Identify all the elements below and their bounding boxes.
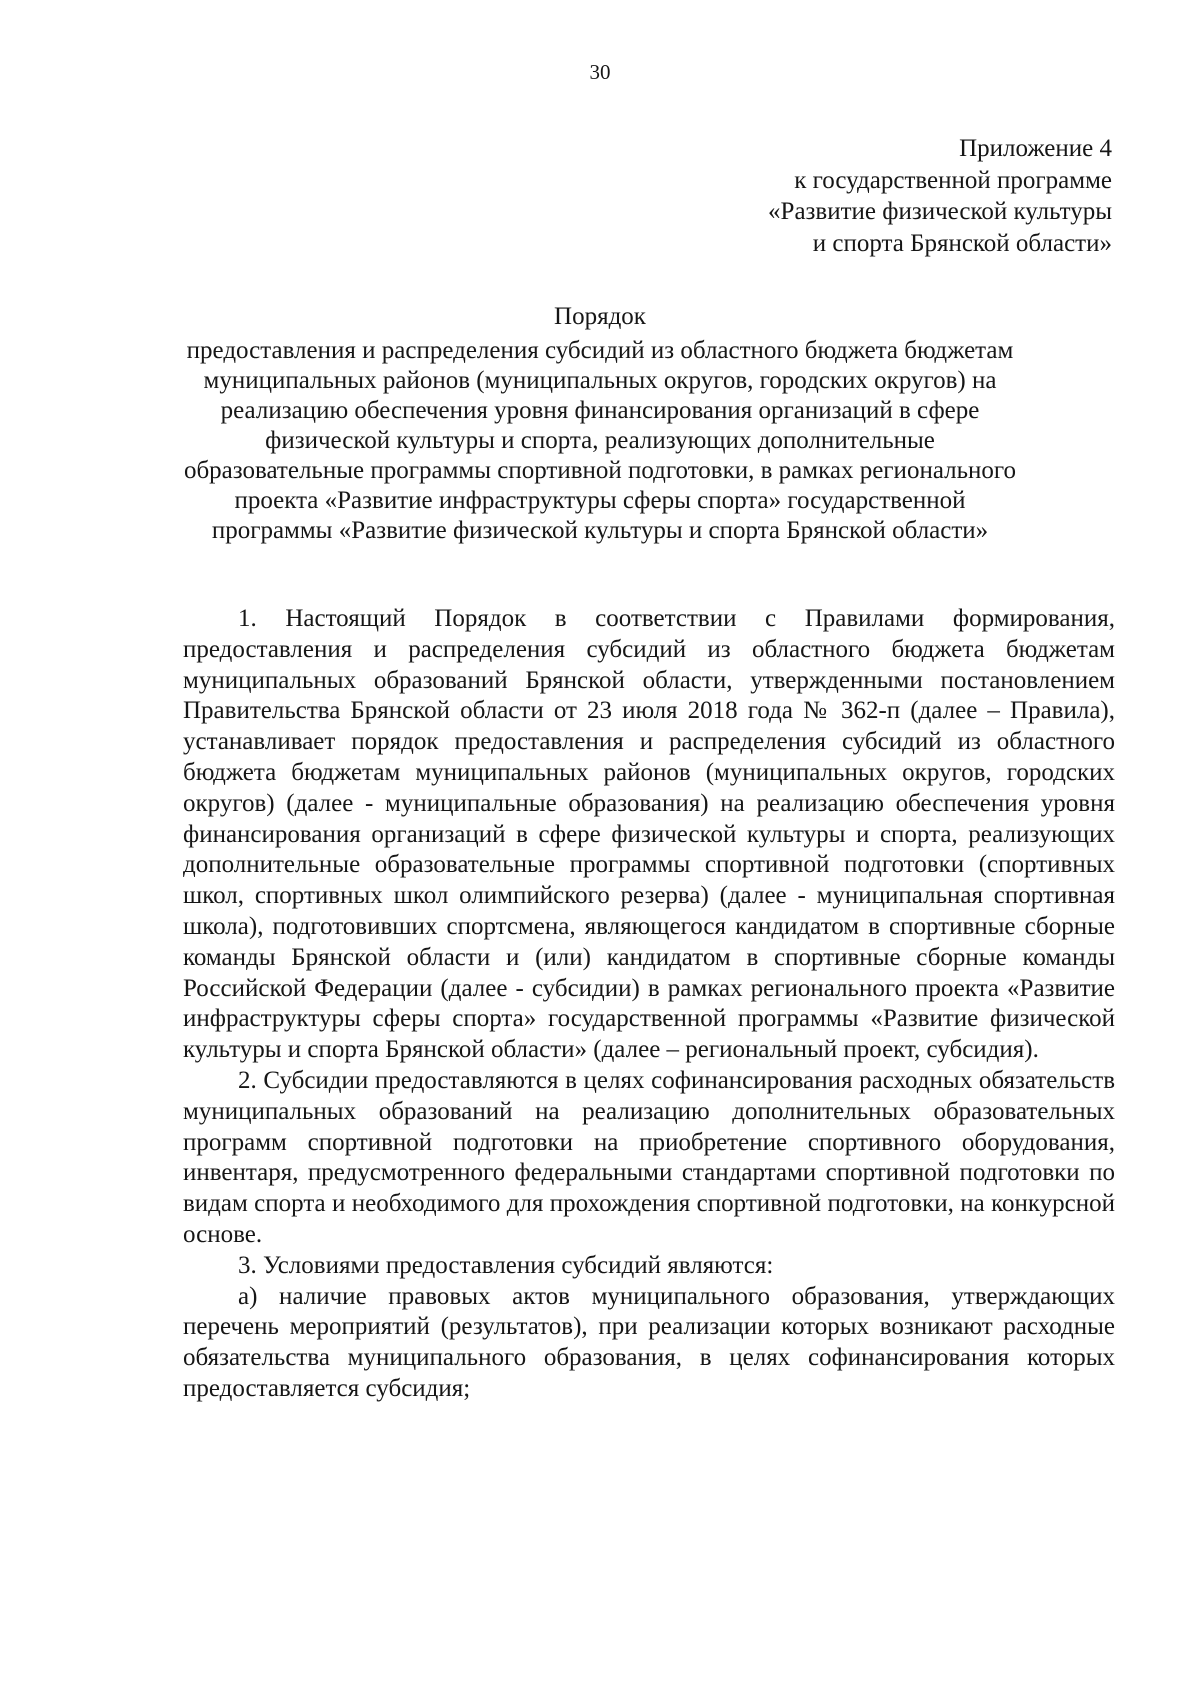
appendix-line: и спорта Брянской области»	[812, 229, 1112, 257]
paragraph-1: 1. Настоящий Порядок в соответствии с Правилами формирования, предоставления и распределения субсидий из областного бюджета бюджетам муниципальных образований Брянской области, утвержденными постановлением Правительства Брянской области от 23 июля 2018 года № 362-п (далее – Правила), устанавливает порядок предоставления и распределения субсидий из областного бюджета бюджетам муниципальных районов (муниципальных округов, городских округов) (далее - муниципальные образования) на реализацию обеспечения уровня финансирования организаций в сфере физической культуры и спорта, реализующих дополнительные образовательные программы спортивной подготовки (спортивных школ, спортивных школ олимпийского резерва) (далее - муниципальная спортивная школа), подготовивших спортсмена, являющегося кандидатом в спортивные сборные команды Брянской области и (или) кандидатом в спортивные сборные команды Российской Федерации (далее - субсидии) в рамках регионального проекта «Развитие инфраструктуры сферы спорта» государственной программы «Развитие физической культуры и спорта Брянской области» (далее – региональный проект, субсидия).	[183, 605, 1115, 1064]
document-body	[183, 604, 1115, 1405]
title-line: проекта «Развитие инфраструктуры сферы спорта» государственной	[234, 487, 966, 514]
title-line: реализацию обеспечения уровня финансирования организаций в сфере	[220, 397, 980, 424]
page-number: 30	[589, 60, 611, 84]
title-line: физической культуры и спорта, реализующих дополнительные	[265, 427, 935, 454]
title-line: образовательные программы спортивной подготовки, в рамках регионального	[183, 457, 1017, 484]
document-title	[150, 302, 1050, 546]
title-heading: Порядок	[554, 303, 646, 330]
title-line: предоставления и распределения субсидий из областного бюджета бюджетам	[186, 337, 1014, 364]
appendix-line: Приложение 4	[959, 135, 1112, 162]
paragraph-3a: а) наличие правовых актов муниципального образования, утверждающих перечень мероприятий (результатов), при реализации которых возникают расходные обязательства муниципального образования, в целях софинансирования которых предоставляется субсидия;	[183, 1282, 1115, 1402]
appendix-line: к государственной программе	[794, 166, 1112, 194]
title-line: программы «Развитие физической культуры и спорта Брянской области»	[211, 517, 989, 544]
appendix-block	[768, 133, 1112, 259]
paragraph-2: 2. Субсидии предоставляются в целях софинансирования расходных обязательств муниципальных образований на реализацию дополнительных образовательных программ спортивной подготовки на приобретение спортивного оборудования, инвентаря, предусмотренного федеральными стандартами спортивной подготовки по видам спорта и необходимого для прохождения спортивной подготовки, на конкурсной основе.	[183, 1066, 1115, 1248]
paragraph-3: 3. Условиями предоставления субсидий являются:	[238, 1251, 774, 1279]
appendix-line: «Развитие физической культуры	[768, 198, 1112, 225]
title-line: муниципальных районов (муниципальных округов, городских округов) на	[203, 367, 997, 394]
